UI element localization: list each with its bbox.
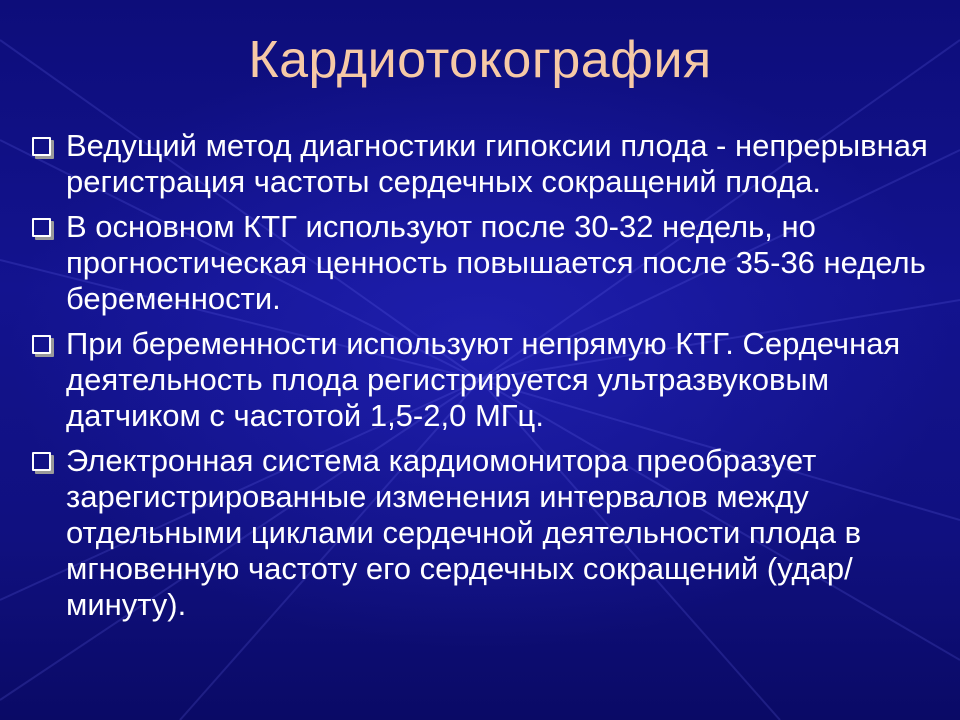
slide-title: Кардиотокография [248, 31, 712, 89]
bullet-item [28, 128, 938, 200]
bullet-list [28, 128, 938, 632]
checkbox-square-icon [32, 452, 51, 471]
checkbox-square-icon [32, 218, 51, 237]
checkbox-square-icon [32, 335, 51, 354]
bullet-text: Электронная система кардиомонитора преобразует зарегистрированные изменения интервалов между отдельными циклами сердечной деятельности плода в мгновенную частоту его сердечных сокращений (удар/минуту). [66, 443, 862, 622]
bullet-text: Ведущий метод диагностики гипоксии плода - непрерывная регистрация частоты сердечных сокращений плода. [66, 128, 928, 199]
checkbox-square-icon [32, 137, 51, 156]
bullet-text: В основном КТГ используют после 30-32 недель, но прогностическая ценность повышается после 35-36 недель беременности. [66, 209, 926, 316]
bullet-item [28, 326, 938, 434]
bullet-text: При беременности используют непрямую КТГ. Сердечная деятельность плода регистрируется ультразвуковым датчиком с частотой 1,5-2,0 МГц. [66, 326, 901, 433]
bullet-item [28, 443, 938, 623]
bullet-item [28, 209, 938, 317]
